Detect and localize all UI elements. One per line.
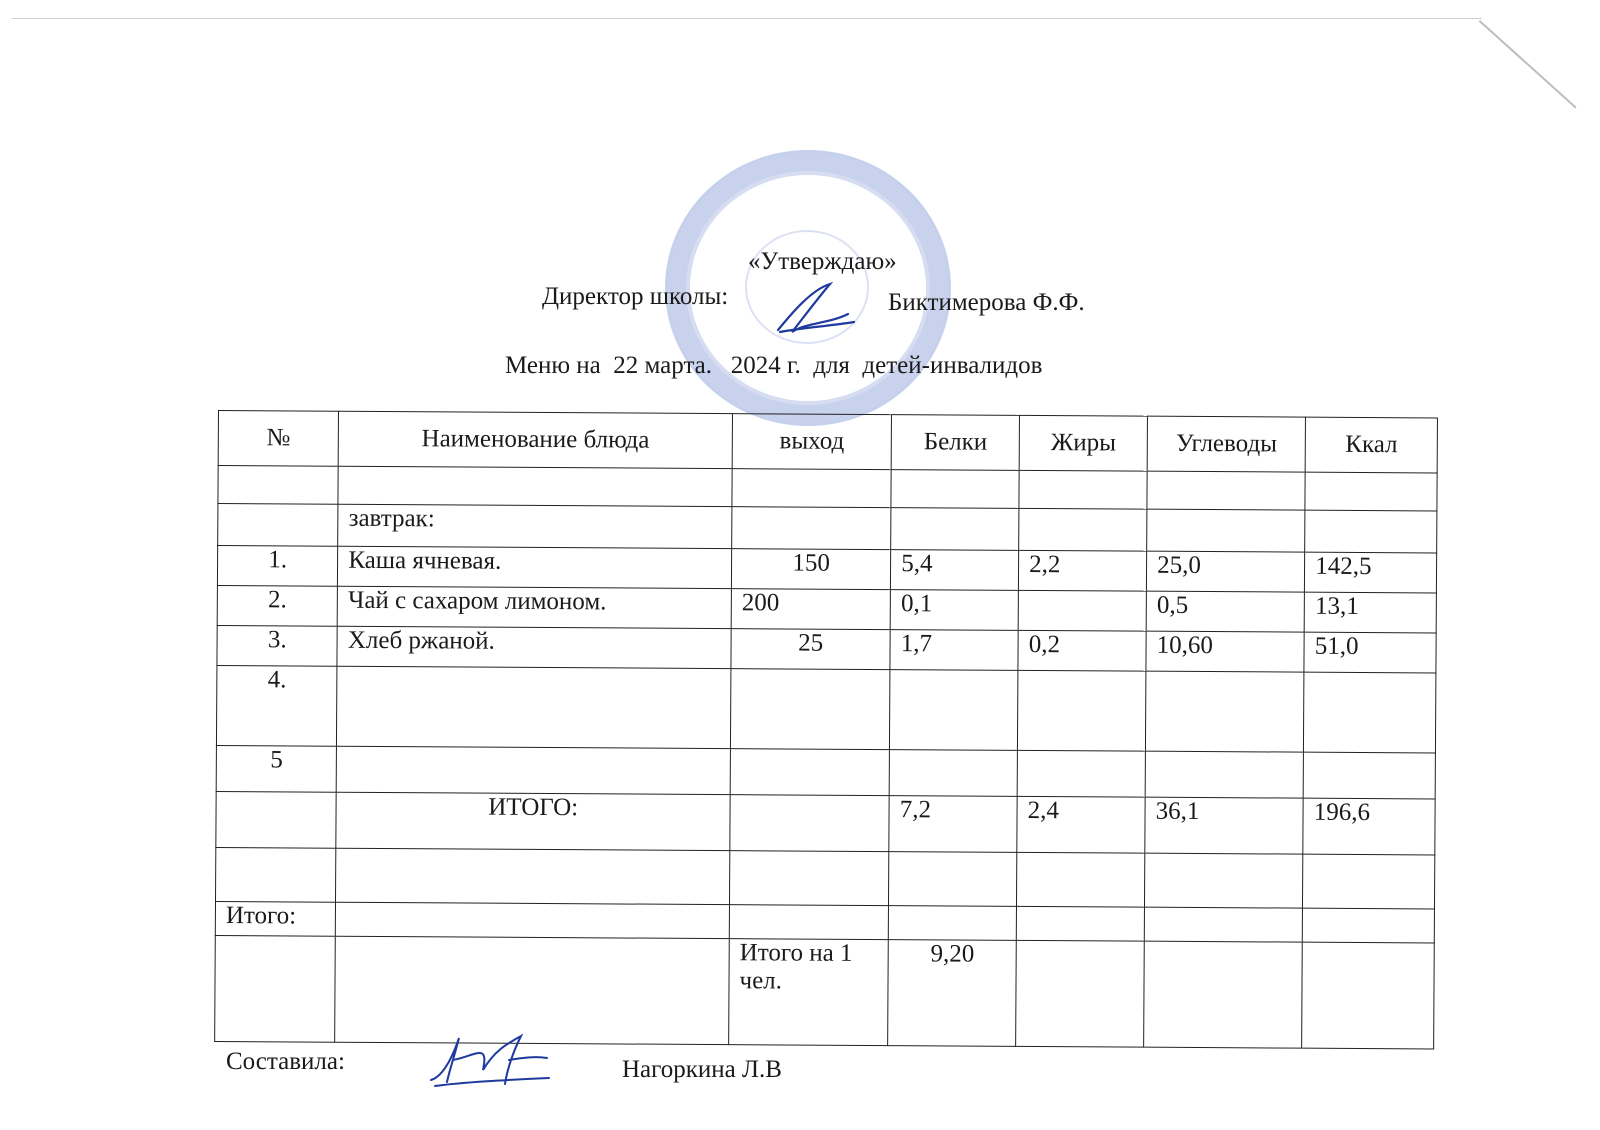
header-dish-name: Наименование блюда [338, 411, 732, 468]
per-person-label: Итого на 1 чел. [729, 939, 889, 1046]
total-fats: 2,4 [1017, 796, 1145, 853]
row-fats [1018, 670, 1146, 751]
director-signature-icon [770, 278, 860, 338]
header-carbs: Углеводы [1147, 416, 1305, 472]
row-proteins [889, 750, 1017, 797]
row-number: 3. [217, 625, 338, 666]
menu-title [505, 352, 1042, 380]
row-carbs: 0,5 [1146, 591, 1304, 632]
row-number: 1. [217, 546, 338, 587]
menu-audience: детей-инвалидов [862, 352, 1043, 379]
row-kcal [1304, 672, 1436, 753]
row-fats [1017, 750, 1145, 797]
menu-title-prefix: Меню на [505, 352, 601, 379]
row-number: 2. [217, 585, 338, 626]
paper-edge [12, 18, 1482, 19]
header-fats: Жиры [1019, 415, 1147, 471]
paper-folded-corner [1479, 20, 1577, 108]
row-kcal [1303, 752, 1435, 799]
itogo-label: Итого: [215, 901, 335, 936]
row-carbs [1145, 751, 1303, 798]
table-row [216, 665, 1435, 752]
row-output [730, 749, 889, 796]
row-output [730, 669, 890, 750]
table-row-total [216, 791, 1435, 854]
row-dish-name: Чай с сахаром лимоном. [337, 586, 731, 628]
table-row-section [218, 504, 1437, 553]
row-number: 4. [216, 665, 337, 746]
row-kcal: 13,1 [1304, 592, 1436, 633]
row-proteins: 5,4 [891, 550, 1019, 591]
row-carbs: 10,60 [1146, 631, 1304, 672]
row-carbs: 25,0 [1147, 551, 1305, 592]
row-fats: 0,2 [1018, 630, 1146, 671]
menu-table [214, 410, 1438, 1049]
header-proteins: Белки [891, 415, 1019, 471]
row-dish-name [337, 666, 731, 748]
row-output: 25 [731, 629, 890, 670]
total-carbs: 36,1 [1145, 797, 1303, 854]
approval-heading: «Утверждаю» [748, 248, 897, 275]
row-output: 200 [731, 589, 890, 630]
section-label: завтрак: [338, 504, 732, 548]
director-label: Директор школы: [542, 283, 729, 310]
row-kcal: 51,0 [1304, 632, 1436, 673]
total-label: ИТОГО: [336, 792, 730, 850]
row-fats [1018, 590, 1146, 631]
row-output: 150 [731, 549, 890, 590]
per-person-value: 9,20 [888, 940, 1017, 1047]
total-proteins: 7,2 [889, 796, 1017, 853]
header-kcal: Ккал [1305, 417, 1437, 473]
menu-year: 2024 г. [730, 352, 801, 379]
menu-date: 22 марта. [613, 352, 713, 379]
row-kcal: 142,5 [1305, 552, 1437, 593]
table-row-per-person [215, 935, 1435, 1048]
table-row-empty [215, 847, 1434, 908]
row-proteins: 0,1 [890, 590, 1018, 631]
composed-by-label: Составила: [226, 1048, 345, 1075]
row-number: 5 [216, 745, 337, 792]
row-fats: 2,2 [1019, 550, 1147, 591]
row-dish-name: Хлеб ржаной. [337, 626, 731, 668]
row-dish-name: Каша ячневая. [338, 546, 732, 588]
row-proteins: 1,7 [890, 630, 1018, 671]
row-proteins [890, 670, 1018, 751]
menu-for-label: для [813, 352, 850, 379]
composer-name: Нагоркина Л.В [622, 1056, 782, 1083]
table-header-row [218, 411, 1437, 473]
total-kcal: 196,6 [1303, 798, 1435, 855]
table-row [216, 745, 1435, 798]
header-number: № [218, 411, 339, 467]
row-dish-name [336, 746, 730, 794]
director-name: Биктимерова Ф.Ф. [888, 289, 1085, 316]
composer-signature-icon [425, 1030, 555, 1090]
header-output: выход [732, 414, 892, 470]
row-carbs [1146, 671, 1305, 752]
